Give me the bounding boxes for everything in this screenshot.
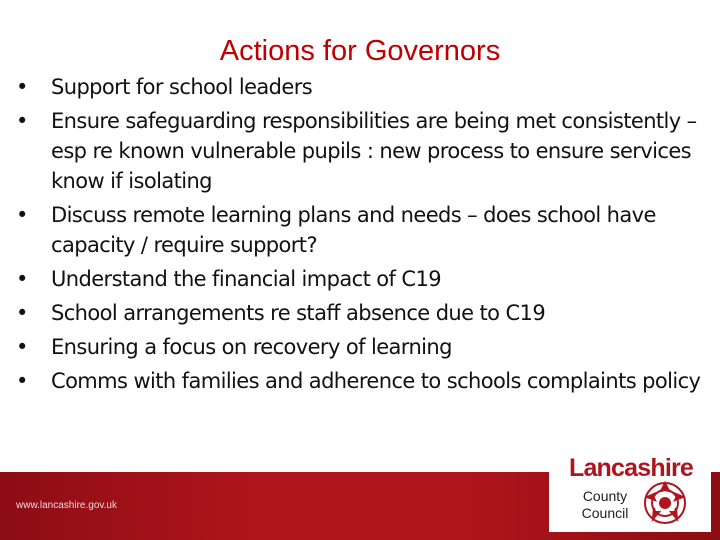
bullet-text: School arrangements re staff absence due to C19 — [51, 301, 546, 325]
logo-brand: Lancashire — [568, 454, 693, 482]
bullet-icon: • — [16, 203, 28, 227]
bullet-list — [14, 72, 704, 400]
list-item — [14, 298, 704, 328]
bullet-icon: • — [16, 75, 28, 99]
logo-council: Council — [581, 505, 629, 521]
bullet-text: Understand the financial impact of C19 — [51, 267, 441, 291]
list-item — [14, 72, 704, 102]
list-item — [14, 366, 704, 396]
list-item — [14, 332, 704, 362]
logo-county: County — [582, 488, 628, 504]
bullet-icon: • — [16, 369, 28, 393]
bullet-icon: • — [16, 109, 28, 133]
list-item — [14, 264, 704, 294]
bullet-icon: • — [16, 301, 28, 325]
bullet-text: Ensure safeguarding responsibilities are being met consistently – esp re known vulnerable pupils : new process to ensure services know if isolating — [51, 109, 697, 193]
red-rose-icon — [640, 478, 690, 528]
bullet-text: Ensuring a focus on recovery of learning — [51, 335, 452, 359]
bullet-text: Comms with families and adherence to schools complaints policy — [51, 369, 701, 393]
footer-url[interactable]: www.lancashire.gov.uk — [16, 500, 117, 511]
slide-title: Actions for Governors — [219, 35, 501, 67]
bullet-text: Discuss remote learning plans and needs – does school have capacity / require support? — [51, 203, 656, 257]
bullet-icon: • — [16, 335, 28, 359]
bullet-icon: • — [16, 267, 28, 291]
list-item — [14, 106, 704, 196]
bullet-text: Support for school leaders — [51, 75, 313, 99]
list-item — [14, 200, 704, 260]
